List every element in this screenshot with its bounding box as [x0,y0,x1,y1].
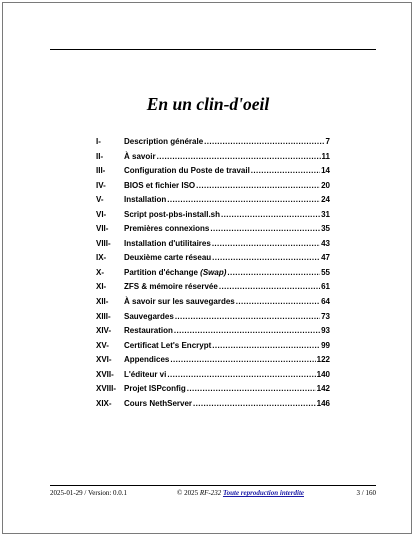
toc-number: XVIII- [96,384,117,394]
toc-title-text: Certificat Let's Encrypt [124,340,212,350]
toc-leader-dots [221,210,320,219]
toc-leader-dots [175,312,320,321]
toc-title [124,224,209,233]
toc-title [124,384,186,393]
footer [50,489,376,501]
toc-leader-dots [210,224,320,233]
toc-page-number: 35 [321,224,330,234]
toc-number: XVII- [96,369,114,379]
toc-number: XI- [96,282,107,292]
toc-entry[interactable] [96,210,330,225]
toc-entry[interactable] [96,370,330,385]
footer-date-version: 2025-01-29 / Version: 0.0.1 [50,489,128,497]
toc-title [124,152,156,161]
toc-entry[interactable] [96,341,330,356]
toc-page-number: 73 [321,311,330,321]
toc-leader-dots [212,239,320,248]
toc-title-text: Cours NethServer [124,398,193,408]
toc-title [124,355,169,364]
copyright-text: © 2025 [177,489,199,497]
toc-page-number: 43 [321,238,330,248]
toc-title-text: Installation d'utilitaires [124,238,211,248]
toc-number: XIX- [96,398,112,408]
toc-title-text: Configuration du Poste de travail [124,166,250,176]
toc-title [124,370,166,379]
table-of-contents [96,137,330,413]
page-counter: 3 / 160 [356,489,376,497]
toc-title-text: Projet ISPconfig [124,384,186,394]
toc-title-text: À savoir sur les sauvegardes [124,297,235,307]
toc-entry[interactable] [96,312,330,327]
toc-title-text: L'éditeur vi [124,369,167,379]
toc-page-number: 47 [321,253,330,263]
toc-number: IX- [96,253,107,263]
toc-page-number: 142 [316,384,330,394]
toc-entry[interactable] [96,384,330,399]
toc-title-text: BIOS et fichier ISO [124,180,196,190]
toc-title-text: Deuxième carte réseau [124,253,212,263]
toc-leader-dots [170,355,315,364]
toc-leader-dots [174,326,320,335]
toc-number: XV- [96,340,109,350]
toc-number: I- [96,137,101,146]
toc-page-number: 99 [321,340,330,350]
toc-number: XVI- [96,355,112,365]
header-rule [50,49,376,50]
footer-copyright [177,489,304,497]
toc-leader-dots [212,253,320,262]
toc-title [124,297,235,306]
footer-rule [50,485,376,486]
toc-page-number: 11 [321,151,330,161]
toc-entry[interactable] [96,166,330,181]
toc-entry[interactable] [96,239,330,254]
toc-page-number: 14 [321,166,330,176]
author-name: RF-232 [199,489,222,497]
toc-page-number: 61 [321,282,330,292]
toc-page-number: 24 [321,195,330,205]
toc-entry[interactable] [96,297,330,312]
toc-title [124,239,211,248]
toc-number: V- [96,195,104,205]
toc-page-number: 122 [316,355,330,365]
toc-page-number: 55 [321,267,330,277]
toc-entry[interactable] [96,399,330,414]
toc-number: VIII- [96,238,111,248]
toc-page-number: 31 [321,209,330,219]
toc-number: XIII- [96,311,111,321]
toc-page-number: 7 [325,137,330,146]
toc-title [124,210,220,219]
toc-number: XII- [96,297,109,307]
toc-entry[interactable] [96,282,330,297]
toc-leader-dots [187,384,316,393]
toc-title [124,268,226,277]
toc-entry[interactable] [96,326,330,341]
toc-leader-dots [236,297,320,306]
toc-entry[interactable] [96,137,330,152]
toc-title [124,399,192,408]
toc-title-text: Installation [124,195,167,205]
toc-entry[interactable] [96,355,330,370]
toc-leader-dots [167,370,315,379]
toc-entry[interactable] [96,181,330,196]
page-title: En un clin-d'oeil [146,94,270,114]
toc-title [124,312,174,321]
toc-title-emphasis: (Swap) [200,267,227,277]
toc-entry[interactable] [96,195,330,210]
toc-number: IV- [96,180,106,190]
toc-leader-dots [193,399,316,408]
toc-number: X- [96,267,104,277]
toc-title [124,282,218,291]
toc-page-number: 140 [316,369,330,379]
toc-number: VI- [96,209,107,219]
toc-title-text: Sauvegardes [124,311,174,321]
toc-title [124,137,203,146]
toc-number: VII- [96,224,109,234]
toc-title [124,181,195,190]
toc-entry[interactable] [96,152,330,167]
toc-number: III- [96,166,106,176]
toc-page-number: 64 [321,297,330,307]
toc-title-text: Restauration [124,326,173,336]
toc-title [124,195,166,204]
toc-title-text: Premières connexions [124,224,210,234]
toc-page-number: 146 [316,398,330,408]
toc-entry[interactable] [96,253,330,268]
toc-title-text: Appendices [124,355,170,365]
toc-leader-dots [227,268,320,277]
toc-entry[interactable] [96,224,330,239]
toc-leader-dots [196,181,320,190]
toc-title-text: Script post-pbs-install.sh [124,209,221,219]
copyright-link[interactable]: Toute reproduction interdite [222,489,304,497]
toc-title [124,166,250,175]
toc-title [124,341,211,350]
toc-title [124,326,173,335]
toc-number: XIV- [96,326,112,336]
toc-leader-dots [219,282,320,291]
toc-leader-dots [212,341,320,350]
toc-leader-dots [251,166,320,175]
toc-title-text: Description générale [124,137,204,146]
toc-title-text: À savoir [124,151,156,161]
toc-page-number: 93 [321,326,330,336]
toc-number: II- [96,151,104,161]
toc-title-text: ZFS & mémoire réservée [124,282,218,292]
toc-leader-dots [167,195,320,204]
toc-title [124,253,211,262]
toc-title-text: Partition d'échange [124,267,198,277]
toc-entry[interactable] [96,268,330,283]
toc-leader-dots [204,137,324,146]
toc-leader-dots [157,152,321,161]
toc-page-number: 20 [321,180,330,190]
